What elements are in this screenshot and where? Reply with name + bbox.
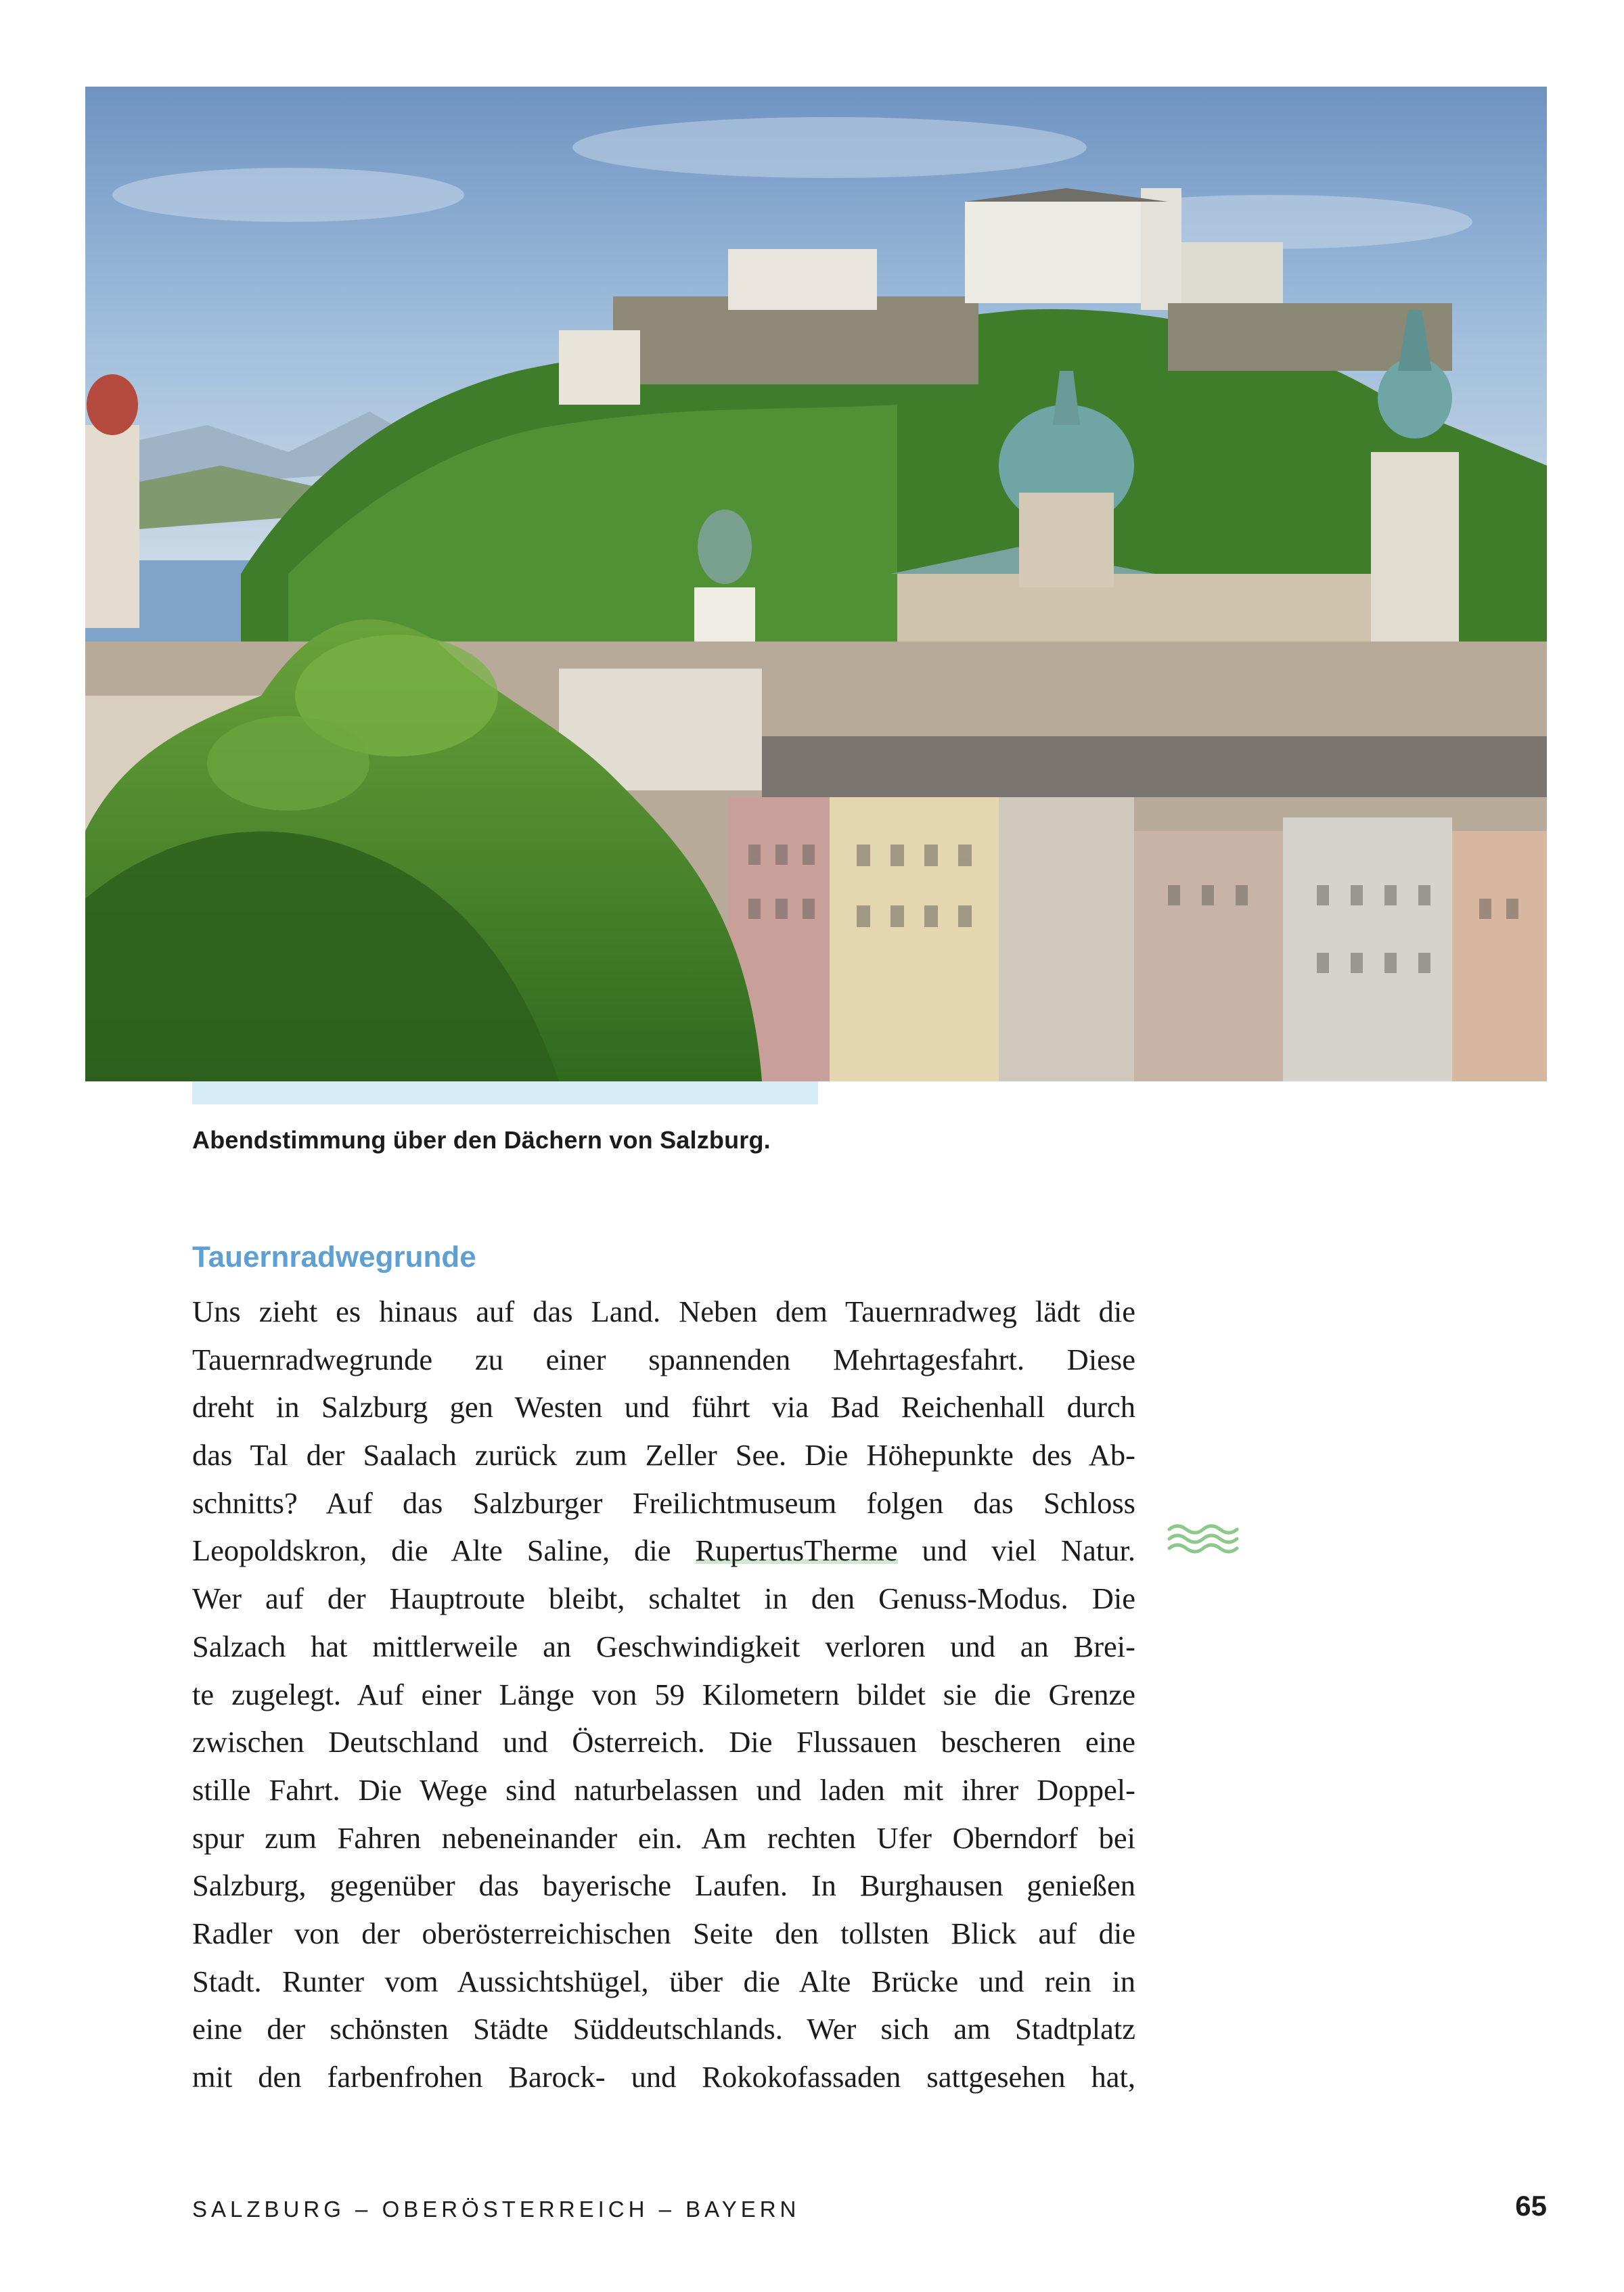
salzburg-skyline-photo xyxy=(85,87,1547,1081)
page-number: 65 xyxy=(1515,2190,1547,2222)
body-line: te zugelegt. Auf einer Länge von 59 Kilometern bildet sie die Grenze xyxy=(192,1677,1135,1711)
body-text xyxy=(192,1288,1135,2101)
water-wave-icon xyxy=(1167,1523,1241,1555)
body-line: spur zum Fahren nebeneinander ein. Am rechten Ufer Oberndorf bei xyxy=(192,1820,1135,1855)
body-line: das Tal der Saalach zurück zum Zeller See. Die Höhepunkte des Ab- xyxy=(192,1438,1135,1473)
body-line: Tauernradwegrunde zu einer spannenden Mehrtagesfahrt. Diese xyxy=(192,1342,1135,1376)
photo-caption: Abendstimmung über den Dächern von Salzburg. xyxy=(192,1126,771,1154)
body-line: Salzach hat mittlerweile an Geschwindigkeit verloren und an Brei- xyxy=(192,1629,1135,1663)
body-line: Stadt. Runter vom Aussichtshügel, über die Alte Brücke und rein in xyxy=(192,1964,1135,1998)
body-line: mit den farbenfrohen Barock- und Rokokofassaden sattgesehen hat, xyxy=(192,2060,1135,2094)
caption-accent-bar xyxy=(192,1081,818,1104)
body-text-segment: und viel Natur. xyxy=(897,1533,1135,1568)
body-line: stille Fahrt. Die Wege sind naturbelassen und laden mit ihrer Doppel- xyxy=(192,1772,1135,1807)
body-line: Wer auf der Hauptroute bleibt, schaltet in den Genuss-Modus. Die xyxy=(192,1581,1135,1616)
body-text-segment: Leopoldskron, die Alte Saline, die xyxy=(192,1533,696,1568)
body-line: schnitts? Auf das Salzburger Freilichtmuseum folgen das Schloss xyxy=(192,1485,1135,1520)
body-line: Salzburg, gegenüber das bayerische Laufen. In Burghausen genießen xyxy=(192,1868,1135,1903)
body-line: dreht in Salzburg gen Westen und führt via Bad Reichenhall durch xyxy=(192,1390,1135,1424)
rupertustherme-link[interactable]: RupertusTherme xyxy=(695,1533,898,1568)
section-heading: Tauernradwegrunde xyxy=(192,1240,476,1274)
body-line-highlight xyxy=(192,1527,1135,1575)
body-line: zwischen Deutschland und Österreich. Die Flussauen bescheren eine xyxy=(192,1725,1135,1759)
body-line: Uns zieht es hinaus auf das Land. Neben dem Tauernradweg lädt die xyxy=(192,1295,1135,1328)
running-title: SALZBURG – OBERÖSTERREICH – BAYERN xyxy=(192,2197,800,2222)
body-line: eine der schönsten Städte Süddeutschlands. Wer sich am Stadtplatz xyxy=(192,2012,1135,2046)
body-line: Radler von der oberösterreichischen Seite den tollsten Blick auf die xyxy=(192,1916,1135,1950)
